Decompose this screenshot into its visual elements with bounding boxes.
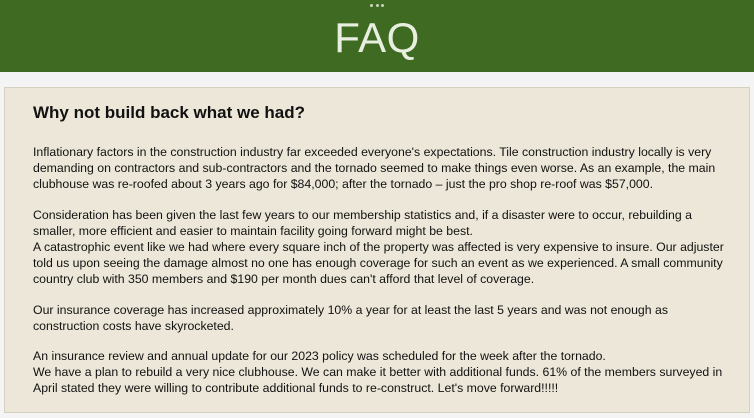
faq-question: Why not build back what we had? <box>33 103 306 122</box>
header-banner <box>0 0 754 72</box>
answer-paragraph: Consideration has been given the last few years to our membership statistics and, if a disaster were to occur, rebuilding a smaller, more efficient and easier to maintain facility going forward might be best. <box>33 207 692 238</box>
more-options-icon[interactable] <box>370 4 384 8</box>
faq-answer <box>33 144 733 397</box>
answer-paragraph: An insurance review and annual update for our 2023 policy was scheduled for the week after the tornado. <box>33 349 606 364</box>
answer-paragraph: We have a plan to rebuild a very nice clubhouse. We can make it better with additional funds. 61% of the members surveyed in April stated they were willing to contribute additional funds to re-construct. Let's move forward!!!!! <box>33 365 723 396</box>
faq-panel <box>4 87 750 413</box>
answer-paragraph: Inflationary factors in the construction industry far exceeded everyone's expectations. Tile construction industry locally is very demanding on contractors and sub-contractors and the tornado seemed to make things even worse. As an example, the main clubhouse was re-roofed about 3 years ago for $84,000; after the tornado – just the pro shop re-roof was $57,000. <box>33 145 716 192</box>
answer-paragraph: Our insurance coverage has increased approximately 10% a year for at least the last 5 years and was not enough as construction costs have skyrocketed. <box>33 302 669 333</box>
page-title: FAQ <box>334 14 420 61</box>
answer-paragraph: A catastrophic event like we had where every square inch of the property was affected is very expensive to insure. Our adjuster told us upon seeing the damage almost no one has enough coverage for such an event as we experienced. A small community country club with 350 members and $190 per month dues can't afford that level of coverage. <box>33 240 724 287</box>
